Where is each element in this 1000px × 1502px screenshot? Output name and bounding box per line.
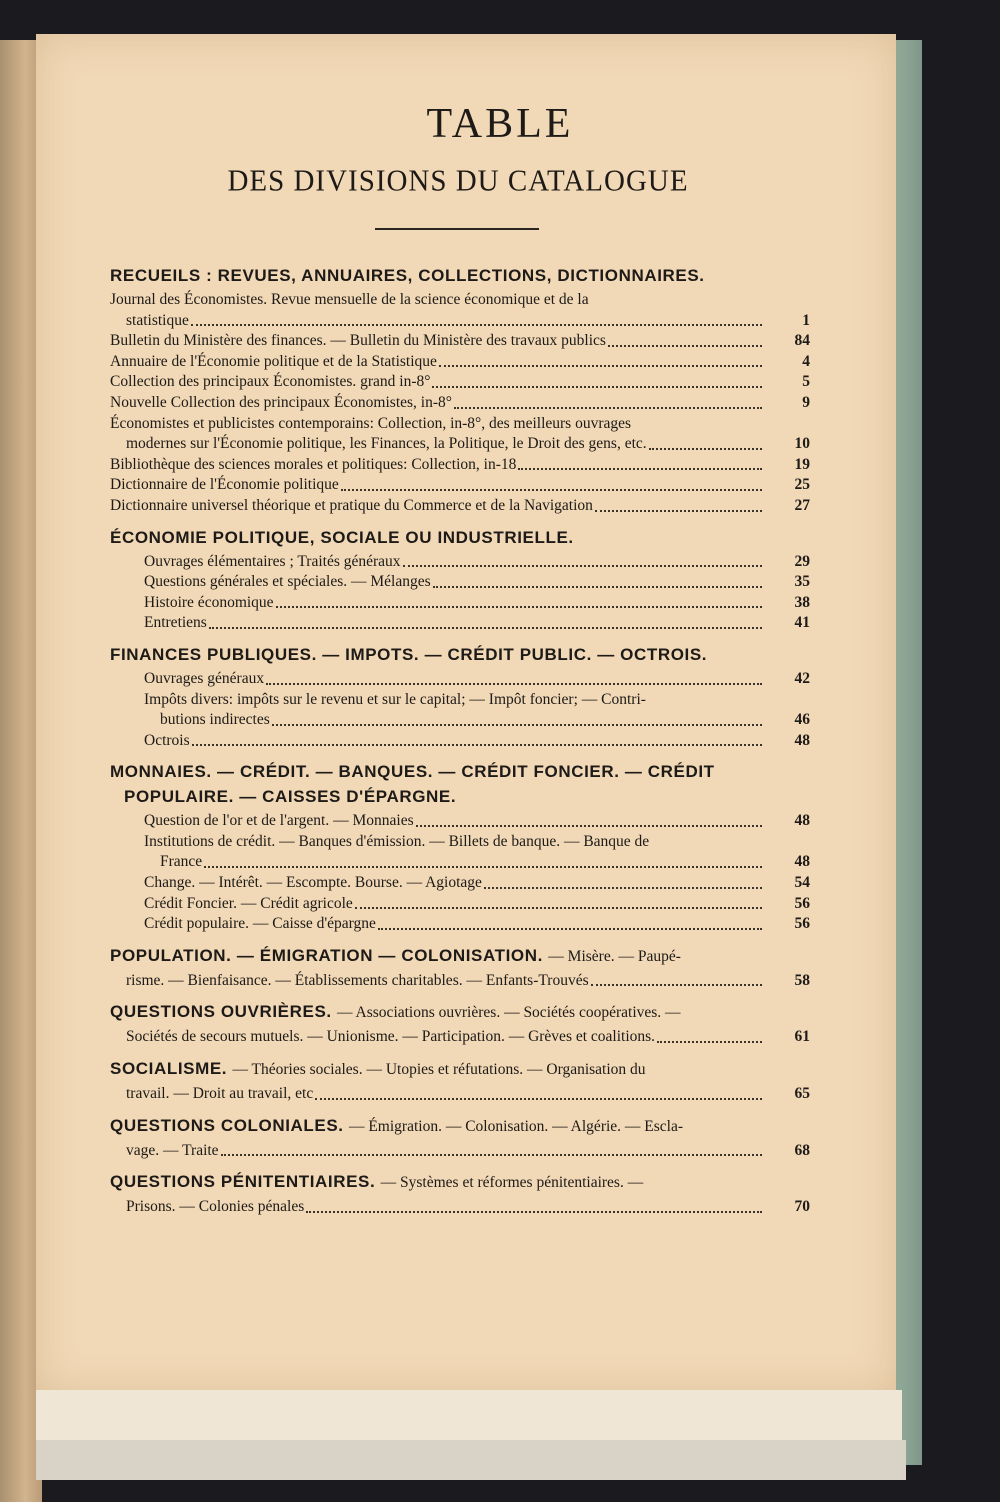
entry-text: Question de l'or et de l'argent. — Monnaies <box>144 812 414 830</box>
entry-text: Dictionnaire universel théorique et pratique du Commerce et de la Navigation <box>110 496 593 514</box>
dot-leader <box>432 386 762 388</box>
page-number: 65 <box>794 1085 810 1103</box>
toc-entry-first-line: Impôts divers: impôts sur le revenu et sur le capital; — Impôt foncier; — Contri- <box>144 690 646 708</box>
section-heading-description: — Théories sociales. — Utopies et réfutations. — Organisation du <box>232 1061 646 1079</box>
entry-text: travail. — Droit au travail, etc <box>126 1085 314 1103</box>
entry-text: butions indirectes <box>160 711 270 729</box>
toc-entry-line <box>110 311 810 332</box>
page-number: 25 <box>794 476 810 494</box>
toc-section <box>110 265 810 517</box>
dot-leader <box>591 984 762 986</box>
toc-section <box>110 945 810 992</box>
toc-section <box>110 761 810 935</box>
dot-leader <box>276 606 762 608</box>
page-number: 84 <box>794 332 810 350</box>
section-heading-description: — Misère. — Paupé- <box>548 947 681 965</box>
page-number: 54 <box>794 874 810 892</box>
dot-leader <box>306 1211 762 1213</box>
dot-leader <box>416 825 762 827</box>
toc-entry-line <box>144 811 810 832</box>
toc-entry-line <box>110 434 810 455</box>
entry-text: Histoire économique <box>144 593 274 611</box>
table-of-contents <box>110 265 810 1228</box>
toc-entry-line <box>110 1141 810 1162</box>
page-number: 46 <box>794 711 810 729</box>
toc-entry-line <box>144 669 810 690</box>
toc-section <box>110 1001 810 1048</box>
page-number: 19 <box>794 455 810 473</box>
entry-text: Bulletin du Ministère des finances. — Bulletin du Ministère des travaux publics <box>110 332 606 350</box>
page-title: TABLE <box>426 101 574 147</box>
entry-text: Dictionnaire de l'Économie politique <box>110 476 339 494</box>
section-heading: MONNAIES. — CRÉDIT. — BANQUES. — CRÉDIT FONCIER. — CRÉDIT <box>110 762 715 782</box>
dot-leader <box>608 345 762 347</box>
section-heading-title: QUESTIONS PÉNITENTIAIRES. <box>110 1172 376 1192</box>
entry-text: modernes sur l'Économie politique, les Finances, la Politique, le Droit des gens, etc. <box>126 435 647 453</box>
entry-text: Entretiens <box>144 614 207 632</box>
toc-entry-line <box>110 372 810 393</box>
toc-entry-line <box>110 1027 810 1048</box>
dot-leader <box>209 627 762 629</box>
section-heading <box>110 1115 810 1138</box>
toc-section <box>110 644 810 751</box>
dot-leader <box>315 1098 762 1100</box>
section-heading: ÉCONOMIE POLITIQUE, SOCIALE OU INDUSTRIELLE. <box>110 527 574 547</box>
entry-text: Collection des principaux Économistes. grand in-8° <box>110 373 431 391</box>
toc-entry-line <box>144 710 810 731</box>
page-subtitle: DES DIVISIONS DU CATALOGUE <box>227 164 689 198</box>
toc-entry-first-line: Journal des Économistes. Revue mensuelle de la science économique et de la <box>110 291 589 308</box>
dot-leader <box>484 887 762 889</box>
entry-text: Change. — Intérêt. — Escompte. Bourse. — Agiotage <box>144 874 482 892</box>
toc-entry-first-line: Institutions de crédit. — Banques d'émission. — Billets de banque. — Banque de <box>144 832 650 850</box>
page-number: 41 <box>794 614 810 632</box>
dot-leader <box>204 866 762 868</box>
toc-section <box>110 1115 810 1162</box>
toc-section <box>110 1058 810 1105</box>
toc-entry-line <box>144 873 810 894</box>
entry-text: Prisons. — Colonies pénales <box>126 1198 305 1216</box>
toc-entry-line <box>110 455 810 476</box>
section-heading <box>110 1001 810 1024</box>
toc-section <box>110 1171 810 1218</box>
toc-entry-line <box>144 593 810 614</box>
dot-leader <box>518 468 762 470</box>
entry-text: Annuaire de l'Économie politique et de la Statistique <box>110 352 437 370</box>
section-heading <box>110 1058 810 1081</box>
toc-entry-line <box>144 852 810 873</box>
page-number: 48 <box>794 731 810 749</box>
page-bottom-edge <box>36 1390 902 1440</box>
toc-entry-line <box>144 914 810 935</box>
dot-leader <box>433 586 762 588</box>
section-heading-description: — Émigration. — Colonisation. — Algérie. — Escla- <box>348 1117 684 1135</box>
section-heading-title: SOCIALISME. <box>110 1059 228 1079</box>
page-number: 58 <box>794 971 810 989</box>
section-heading-description: — Systèmes et réformes pénitentiaires. — <box>380 1174 644 1192</box>
toc-entry-line <box>110 971 810 992</box>
section-heading <box>110 1171 810 1194</box>
entry-text: Sociétés de secours mutuels. — Unionisme. — Participation. — Grèves et coalitions. <box>126 1028 656 1046</box>
toc-section <box>110 527 810 634</box>
toc-entry-line <box>110 352 810 373</box>
page-number: 48 <box>794 812 810 830</box>
dot-leader <box>341 489 762 491</box>
section-heading-continued: POPULAIRE. — CAISSES D'ÉPARGNE. <box>124 787 457 807</box>
toc-entry-line <box>110 331 810 352</box>
dot-leader <box>657 1041 762 1043</box>
toc-entry-line <box>110 1197 810 1218</box>
entry-text: Crédit Foncier. — Crédit agricole <box>144 894 353 912</box>
page-number: 56 <box>794 915 810 933</box>
page-number: 9 <box>802 393 810 411</box>
dot-leader <box>192 744 762 746</box>
entry-text: Nouvelle Collection des principaux Économistes, in-8° <box>110 393 452 411</box>
entry-text: Ouvrages généraux <box>144 669 265 687</box>
dot-leader <box>355 907 762 909</box>
section-heading-title: QUESTIONS OUVRIÈRES. <box>110 1002 332 1022</box>
toc-entry-line <box>144 731 810 752</box>
toc-entry-line <box>144 552 810 573</box>
dot-leader <box>439 365 762 367</box>
page-number: 70 <box>794 1198 810 1216</box>
dot-leader <box>454 407 762 409</box>
entry-text: Octrois <box>144 731 190 749</box>
entry-text: France <box>160 853 203 871</box>
page-number: 42 <box>794 669 810 687</box>
cover-bottom-edge <box>36 1440 906 1480</box>
toc-entry-line <box>110 1084 810 1105</box>
entry-text: risme. — Bienfaisance. — Établissements charitables. — Enfants-Trouvés <box>126 971 589 989</box>
entry-text: Questions générales et spéciales. — Mélanges <box>144 573 431 591</box>
section-heading-title: POPULATION. — ÉMIGRATION — COLONISATION. <box>110 945 543 965</box>
section-entries <box>110 669 810 751</box>
section-entries <box>110 552 810 634</box>
page-number: 38 <box>794 593 810 611</box>
page-number: 5 <box>802 373 810 391</box>
section-heading: RECUEILS : REVUES, ANNUAIRES, COLLECTIONS, DICTIONNAIRES. <box>110 266 705 285</box>
section-heading-description: — Associations ouvrières. — Sociétés coopératives. — <box>337 1004 681 1022</box>
page-number: 61 <box>794 1028 810 1046</box>
section-entries <box>110 290 810 517</box>
section-entries <box>110 811 810 935</box>
toc-entry-line <box>144 572 810 593</box>
dot-leader <box>191 324 762 326</box>
page-number: 27 <box>794 496 810 514</box>
page-number: 29 <box>794 552 810 570</box>
page-number: 35 <box>794 573 810 591</box>
section-heading <box>110 945 810 968</box>
title-divider <box>375 228 539 230</box>
toc-entry-line <box>110 475 810 496</box>
page-number: 68 <box>794 1141 810 1159</box>
page-number: 1 <box>802 311 810 329</box>
page-number: 56 <box>794 894 810 912</box>
dot-leader <box>266 683 762 685</box>
dot-leader <box>595 510 762 512</box>
dot-leader <box>221 1154 762 1156</box>
entry-text: vage. — Traite <box>126 1141 219 1159</box>
toc-entry-line <box>144 894 810 915</box>
toc-entry-line <box>110 393 810 414</box>
dot-leader <box>378 928 762 930</box>
entry-text: Ouvrages élémentaires ; Traités généraux <box>144 552 401 570</box>
page-number: 10 <box>794 435 810 453</box>
dot-leader <box>272 724 762 726</box>
page-number: 4 <box>802 352 810 370</box>
page-number: 48 <box>794 853 810 871</box>
entry-text: statistique <box>126 311 189 329</box>
toc-entry-line <box>144 613 810 634</box>
entry-text: Crédit populaire. — Caisse d'épargne <box>144 915 376 933</box>
toc-entry-first-line: Économistes et publicistes contemporains: Collection, in-8°, des meilleurs ouvrages <box>110 414 632 432</box>
entry-text: Bibliothèque des sciences morales et politiques: Collection, in-18 <box>110 455 517 473</box>
section-heading: FINANCES PUBLIQUES. — IMPOTS. — CRÉDIT PUBLIC. — OCTROIS. <box>110 644 708 664</box>
dot-leader <box>403 565 762 567</box>
dot-leader <box>649 448 762 450</box>
section-heading-title: QUESTIONS COLONIALES. <box>110 1115 344 1135</box>
toc-entry-line <box>110 496 810 517</box>
